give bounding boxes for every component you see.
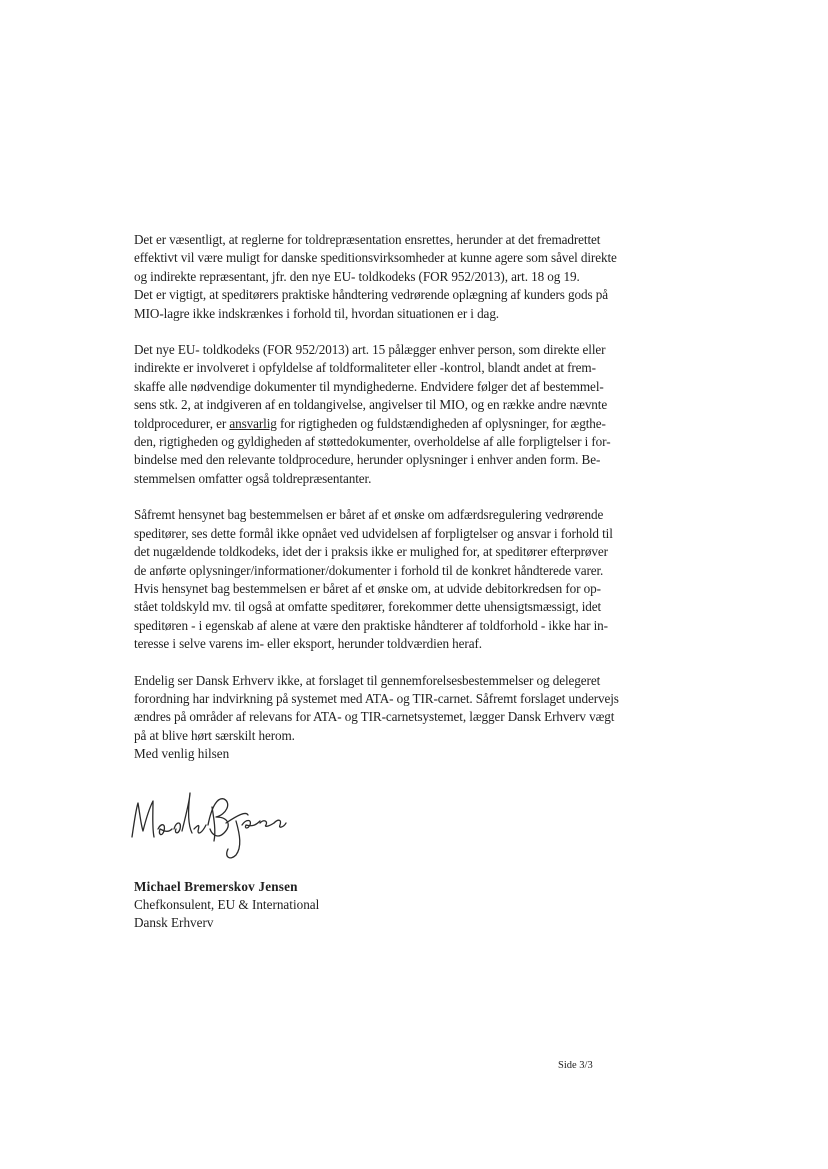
text-line: den, rigtigheden og gyldigheden af støttedokumenter, overholdelse af alle forpligtelser i for- — [134, 434, 611, 450]
text-line: forordning har indvirkning på systemet med ATA- og TIR-carnet. Såfremt forslaget undervejs — [134, 690, 619, 706]
letter-body — [134, 231, 694, 763]
text-line: speditører, ses dette formål ikke opnået ved udvidelsen af forpligtelser og ansvar i forhold til — [134, 525, 613, 541]
text-line: Hvis hensynet bag bestemmelsen er båret af et ønske om, at udvide debitorkredsen for op- — [134, 580, 601, 596]
text-line: stemmelsen omfatter også toldrepræsentanter. — [134, 470, 372, 486]
signer-title: Chefkonsulent, EU & International — [134, 897, 320, 912]
paragraph-forwarders — [134, 506, 694, 653]
text-line: og indirekte repræsentant, jfr. den nye EU- toldkodeks (FOR 952/2013), art. 18 og 19. — [134, 268, 580, 284]
handwritten-signature — [128, 785, 288, 863]
text-line — [134, 415, 694, 433]
text-line: Endelig ser Dansk Erhverv ikke, at forslaget til gennemforelsesbestemmelser og delegeret — [134, 672, 601, 688]
text-line: skaffe alle nødvendige dokumenter til myndighederne. Endvidere følger det af bestemmel- — [134, 378, 604, 394]
text-line: MIO-lagre ikke indskrænkes i forhold til, hvordan situationen er i dag. — [134, 305, 500, 321]
signer-block — [134, 878, 319, 932]
text-line: Det er vigtigt, at speditørers praktiske håndtering vedrørende oplægning af kunders gods på — [134, 287, 608, 303]
paragraph-ata-tir — [134, 672, 694, 746]
text-line: på at blive hørt særskilt herom. — [134, 727, 295, 743]
text-line: stået toldskyld mv. til også at omfatte speditører, forekommer dette uhensigtsmæssigt, idet — [134, 599, 602, 615]
text-line: de anførte oplysninger/informationer/dokumenter i forhold til de konkret håndterede varer. — [134, 562, 604, 578]
page-number: Side 3/3 — [558, 1060, 593, 1071]
signer-organization: Dansk Erhverv — [134, 915, 214, 930]
text-line: Det er væsentligt, at reglerne for toldrepræsentation ensrettes, herunder at det fremadrettet — [134, 232, 601, 247]
paragraph-article-15 — [134, 341, 694, 488]
closing-salutation: Med venlig hilsen — [134, 746, 230, 761]
underlined-word: ansvarlig — [229, 415, 277, 431]
text-line: Såfremt hensynet bag bestemmelsen er båret af et ønske om adfærdsregulering vedrørende — [134, 507, 604, 523]
text-line: bindelse med den relevante toldprocedure, herunder oplysninger i enhver anden form. Be- — [134, 452, 601, 468]
text-line: det nugældende toldkodeks, idet der i praksis ikke er mulighed for, at speditører efterprøver — [134, 544, 608, 560]
paragraph-representation — [134, 231, 694, 323]
text-segment: for rigtigheden og fuldstændigheden af oplysninger, for ægthe- — [276, 415, 606, 431]
text-line: speditøren - i egenskab af alene at være den praktiske håndterer af toldforhold - ikke har in- — [134, 617, 608, 633]
text-line: effektivt vil være muligt for danske speditionsvirksomheder at kunne agere som såvel direkte — [134, 250, 617, 266]
text-line: indirekte er involveret i opfyldelse af toldformaliteter eller -kontrol, blandt andet at frem- — [134, 360, 596, 376]
text-line: sens stk. 2, at indgiveren af en toldangivelse, angivelser til MIO, og en række andre nævnte — [134, 397, 608, 413]
text-segment: toldprocedurer, er — [134, 415, 230, 431]
text-line: Det nye EU- toldkodeks (FOR 952/2013) art. 15 pålægger enhver person, som direkte eller — [134, 342, 606, 358]
text-line: teresse i selve varens im- eller eksport, herunder toldværdien heraf. — [134, 636, 482, 652]
text-line: ændres på områder af relevans for ATA- og TIR-carnetsystemet, lægger Dansk Erhverv vægt — [134, 709, 615, 725]
signer-name: Michael Bremerskov Jensen — [134, 879, 298, 894]
